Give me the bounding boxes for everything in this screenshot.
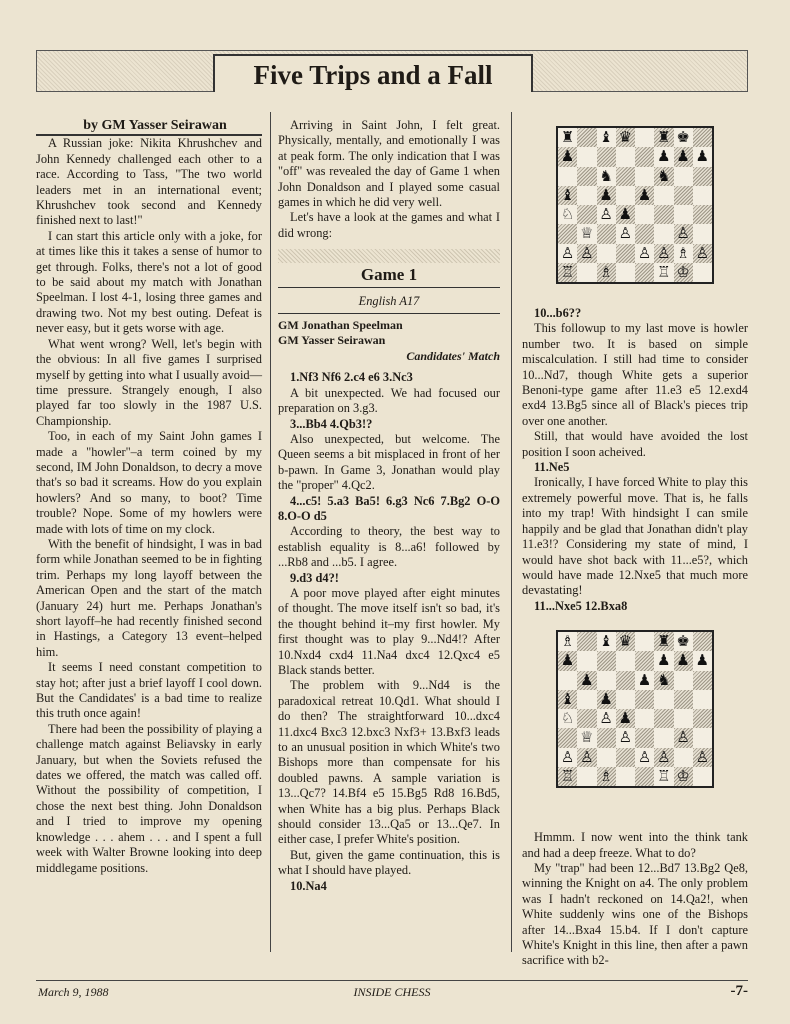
board-square: [597, 224, 616, 243]
black-queen-icon: ♛: [618, 632, 633, 651]
white-pawn-icon: ♙: [560, 747, 575, 766]
white-pawn-icon: ♙: [637, 243, 652, 262]
board-square: [558, 167, 577, 186]
board-square: [577, 651, 596, 670]
black-pawn-icon: ♟: [637, 185, 652, 204]
white-player: GM Jonathan Speelman: [278, 318, 403, 333]
black-pawn-icon: ♟: [695, 147, 710, 166]
players: [278, 313, 500, 364]
board-square: [635, 651, 654, 670]
game-title: Game 1: [278, 263, 500, 287]
move-line: 4...c5! 5.a3 Ba5! 6.g3 Nc6 7.Bg2 O-O 8.O-O d5: [278, 493, 500, 523]
white-bishop-icon: ♗: [599, 262, 613, 281]
board-square: [674, 186, 693, 205]
white-queen-icon: ♕: [580, 224, 594, 243]
issue-date: March 9, 1988: [38, 985, 109, 999]
white-pawn-icon: ♙: [657, 747, 671, 766]
board-square: [616, 167, 635, 186]
annotation-paragraph: A poor move played after eight minutes of thought. The move itself isn't so bad, it's the thought behind it–my first howler. My first thought was to play 9...Nd4!? After 10.Nxd4 cxd4 11.Na4 dxc4 12.Qxc4 e5 Black stands better.: [278, 585, 500, 677]
board-square: [616, 748, 635, 767]
annotation-paragraph: Ironically, I have forced White to play this extremely powerful move. That is, he falls into my trap! With hindsight I can smile happily and be glad that Jonathan didn't play 11.e3!? Considering my state of mind, I would have shot back with 11...e5?, which would have made 12.Nxe5 that much more devastating!: [522, 475, 748, 598]
board-square: [616, 186, 635, 205]
board-square: [577, 147, 596, 166]
black-pawn-icon: ♟: [695, 651, 710, 670]
board-square: [577, 632, 596, 651]
event-name: Candidates' Match: [406, 348, 500, 363]
body-paragraph: I can start this article only with a joke, for at times like this it takes a sense of humor to get through. Folks, there's not a lot of good to be said about my match with Jonathan Speelman. I lost 4-1, losing three games and drawing two. Not my best outing. Defeat is never easy, but it gets worse with age.: [36, 228, 262, 336]
body-paragraph: What went wrong? Well, let's begin with the obvious: In all five games I surprised myself by getting into what I usually avoid—time pressure. Strangely enough, I also played far too slowly in the 1987 U.S. Championship.: [36, 336, 262, 428]
white-king-icon: ♔: [676, 766, 690, 785]
board-square: [693, 186, 712, 205]
board-square: [597, 748, 616, 767]
body-paragraph: A Russian joke: Nikita Khrushchev and John Kennedy challenged each other to a race. According to Tass, "The two world leaders met in an international event; Khrushchev took second and Kennedy finished next to last!": [36, 136, 262, 228]
board-square: [577, 690, 596, 709]
article-title: Five Trips and a Fall: [213, 54, 533, 92]
white-pawn-icon: ♙: [599, 205, 613, 223]
board-square: [558, 224, 577, 243]
black-bishop-icon: ♝: [560, 689, 575, 708]
chess-diagram-1: [556, 126, 714, 284]
black-pawn-icon: ♟: [580, 670, 594, 689]
board-square: [693, 690, 712, 709]
board-square: [635, 128, 654, 147]
body-paragraph: It seems I need constant competition to stay hot; after just a brief layoff I cool down. But the Candidates' is a bad time to realize this truth once again!: [36, 660, 262, 721]
board-square: [674, 690, 693, 709]
move-line: 10...b6??: [534, 306, 582, 320]
board-square: [674, 748, 693, 767]
black-rook-icon: ♜: [560, 128, 575, 146]
board-square: [693, 128, 712, 147]
black-pawn-icon: ♟: [657, 147, 671, 166]
annotation-paragraph: According to theory, the best way to establish equality is 8...a6! followed by ...Rb8 and ...b5. I agree.: [278, 524, 500, 570]
white-pawn-icon: ♙: [580, 243, 594, 262]
black-king-icon: ♚: [676, 128, 690, 146]
white-pawn-icon: ♙: [580, 747, 594, 766]
annotation-paragraph: The problem with 9...Nd4 is the paradoxical retreat 10.Qd1. What should I do then? The straightforward 10...dxc4 11.dxc4 Bxc3 12.bxc3 Nxf3+ 13.Bxf3 leads to an unusual position in which White's two Bishops more than compensate for his doubled pawns. A sample variation is 13...Qc7? 14.Bf4 e5 15.Bg5 Rd8 16.Bd5, when White has a big plus. Perhaps Black should consider 13...Qa5 or 13...Qe7. In either case, I prefer White's position.: [278, 678, 500, 847]
black-king-icon: ♚: [676, 632, 690, 651]
board-square: [693, 632, 712, 651]
board-square: [693, 671, 712, 690]
board-square: [654, 205, 673, 224]
board-square: [635, 263, 654, 282]
column-1: [36, 118, 262, 876]
board-square: [674, 167, 693, 186]
chess-diagram-2: [556, 630, 714, 788]
black-pawn-icon: ♟: [676, 147, 690, 166]
board-square: [635, 147, 654, 166]
board-square: [558, 671, 577, 690]
board-square: [597, 244, 616, 263]
black-bishop-icon: ♝: [599, 128, 613, 146]
board-square: [616, 767, 635, 786]
white-pawn-icon: ♙: [695, 243, 710, 262]
white-pawn-icon: ♙: [676, 224, 690, 243]
board-square: [674, 671, 693, 690]
board-square: [597, 671, 616, 690]
white-rook-icon: ♖: [560, 766, 575, 785]
body-paragraph: Too, in each of my Saint John games I made a "howler"–a term coined by my second, IM John Donaldson, to decry a move that's so bad it screams. How do you explain howlers? And so many, to boot? Time trouble? Nope. Some of my howlers were made with lots of time on my clock.: [36, 429, 262, 536]
black-pawn-icon: ♟: [676, 651, 690, 670]
board-square: [674, 205, 693, 224]
white-rook-icon: ♖: [657, 766, 671, 785]
black-pawn-icon: ♟: [618, 709, 633, 728]
black-rook-icon: ♜: [657, 632, 671, 651]
white-pawn-icon: ♙: [695, 747, 710, 766]
annotation-paragraph: Also unexpected, but welcome. The Queen seems a bit misplaced in front of her b-pawn. In Game 3, Jonathan would play the "proper" 4.Qc2.: [278, 431, 500, 493]
annotation-paragraph: This followup to my last move is howler number two. It is based on simple miscalculation. I still had time to consider 10...Nd7, though White gets a superior Benoni-type game after 11.e3 e5 12.exd4 exd4 13.Bg5 since all of Black's pieces trip over one another.: [522, 321, 748, 428]
move-line: 3...Bb4 4.Qb3!?: [290, 416, 373, 431]
black-pawn-icon: ♟: [560, 147, 575, 166]
black-pawn-icon: ♟: [618, 205, 633, 223]
white-rook-icon: ♖: [560, 262, 575, 281]
white-knight-icon: ♘: [560, 205, 575, 223]
magazine-name: INSIDE CHESS: [353, 985, 431, 999]
board-square: [654, 224, 673, 243]
column-2: [278, 118, 500, 894]
black-pawn-icon: ♟: [599, 185, 613, 204]
board-square: [616, 690, 635, 709]
board-square: [654, 186, 673, 205]
black-rook-icon: ♜: [657, 128, 671, 146]
board-square: [654, 709, 673, 728]
board-square: [693, 263, 712, 282]
annotation-paragraph: But, given the game continuation, this is what I should have played.: [278, 847, 500, 878]
game-header: [278, 249, 500, 309]
byline: by GM Yasser Seirawan: [36, 118, 262, 136]
white-pawn-icon: ♙: [676, 728, 690, 747]
white-knight-icon: ♘: [560, 709, 575, 728]
black-queen-icon: ♛: [618, 128, 633, 146]
column-rule: [511, 112, 512, 952]
black-bishop-icon: ♝: [599, 632, 613, 651]
black-knight-icon: ♞: [657, 670, 671, 689]
board-square: [693, 167, 712, 186]
board-square: [693, 224, 712, 243]
board-square: [577, 186, 596, 205]
white-rook-icon: ♖: [657, 262, 671, 281]
board-square: [616, 671, 635, 690]
white-pawn-icon: ♙: [618, 728, 633, 747]
column-rule: [270, 112, 271, 952]
white-pawn-icon: ♙: [599, 709, 613, 728]
board-square: [597, 651, 616, 670]
opening-name: English A17: [358, 293, 420, 308]
page-footer: [36, 980, 748, 1007]
board-square: [577, 263, 596, 282]
board-square: [693, 767, 712, 786]
black-pawn-icon: ♟: [599, 689, 613, 708]
board-square: [674, 709, 693, 728]
board-square: [635, 709, 654, 728]
board-square: [635, 205, 654, 224]
white-bishop-icon: ♗: [560, 632, 575, 651]
black-pawn-icon: ♟: [560, 651, 575, 670]
annotation-paragraph: A bit unexpected. We had focused our preparation on 3.g3.: [278, 385, 500, 416]
board-square: [635, 632, 654, 651]
white-pawn-icon: ♙: [618, 224, 633, 243]
column-3: [522, 118, 748, 969]
board-square: [577, 767, 596, 786]
move-line: 11...Nxe5 12.Bxa8: [534, 598, 628, 613]
board-square: [577, 709, 596, 728]
board-square: [558, 728, 577, 747]
body-paragraph: Let's have a look at the games and what I did wrong:: [278, 210, 500, 240]
board-square: [616, 147, 635, 166]
body-paragraph: There had been the possibility of playing a challenge match against Beliavsky in early January, but when the Soviets refused the dates we offered, the match was called off. Without the possibility of competition, I chose the next best thing. John Donaldson and I tried to improve my opening knowledge . . . ahem . . . and I spent a full week with Walter Browne looking into deep middlegame positions.: [36, 721, 262, 875]
board-square: [597, 728, 616, 747]
white-pawn-icon: ♙: [637, 747, 652, 766]
move-line: 11.Ne5: [534, 460, 570, 475]
board-square: [635, 728, 654, 747]
board-square: [635, 690, 654, 709]
board-square: [577, 205, 596, 224]
move-line: 9.d3 d4?!: [290, 570, 339, 585]
board-square: [616, 651, 635, 670]
body-paragraph: My "trap" had been 12...Bd7 13.Bg2 Qe8, winning the Knight on a4. The only problem was I hadn't reckoned on 14.Qa2!, when White suddenly wins one of the Bishops after 14...Bxa4 15.b4. If I don't capture White's Knight in this line, then after a pawn sacrifice with b2-: [522, 860, 748, 968]
board-square: [693, 709, 712, 728]
white-queen-icon: ♕: [580, 728, 594, 747]
black-pawn-icon: ♟: [637, 670, 652, 689]
white-bishop-icon: ♗: [599, 766, 613, 785]
white-king-icon: ♔: [676, 262, 690, 281]
board-square: [577, 128, 596, 147]
board-square: [616, 244, 635, 263]
board-square: [635, 767, 654, 786]
black-bishop-icon: ♝: [560, 185, 575, 204]
board-square: [693, 205, 712, 224]
white-bishop-icon: ♗: [676, 243, 690, 262]
black-pawn-icon: ♟: [657, 651, 671, 670]
white-pawn-icon: ♙: [657, 243, 671, 262]
board-square: [635, 167, 654, 186]
board-square: [577, 167, 596, 186]
board-square: [693, 728, 712, 747]
board-square: [616, 263, 635, 282]
move-line: 1.Nf3 Nf6 2.c4 e6 3.Nc3: [290, 370, 413, 385]
annotation-paragraph: Still, that would have avoided the lost position I soon acheived.: [522, 429, 748, 459]
shaded-band: [278, 249, 500, 263]
black-knight-icon: ♞: [657, 166, 671, 185]
black-knight-icon: ♞: [599, 166, 613, 185]
body-paragraph: Hmmm. I now went into the think tank and had a deep freeze. What to do?: [522, 830, 748, 860]
body-paragraph: With the benefit of hindsight, I was in bad form while Jonathan seemed to be in fighting trim. Perhaps my long layoff between the American Open and the start of the match (January 24) hurt me. Perhaps Jonathan's short layoff–he had recently finished second in Hastings, a Category 13 event–helped him.: [36, 536, 262, 659]
body-paragraph: Arriving in Saint John, I felt great. Physically, mentally, and emotionally I was at peak form. The only indication that I was "off" was revealed the day of Game 1 when John Donaldson and I played some casual games in which he did very well.: [278, 118, 500, 210]
board-square: [654, 690, 673, 709]
board-square: [635, 224, 654, 243]
board-square: [597, 147, 616, 166]
board-square: [654, 728, 673, 747]
black-player: GM Yasser Seirawan: [278, 333, 386, 348]
move-line: 10.Na4: [290, 878, 327, 893]
page-number: -7-: [730, 983, 748, 999]
white-pawn-icon: ♙: [560, 243, 575, 262]
